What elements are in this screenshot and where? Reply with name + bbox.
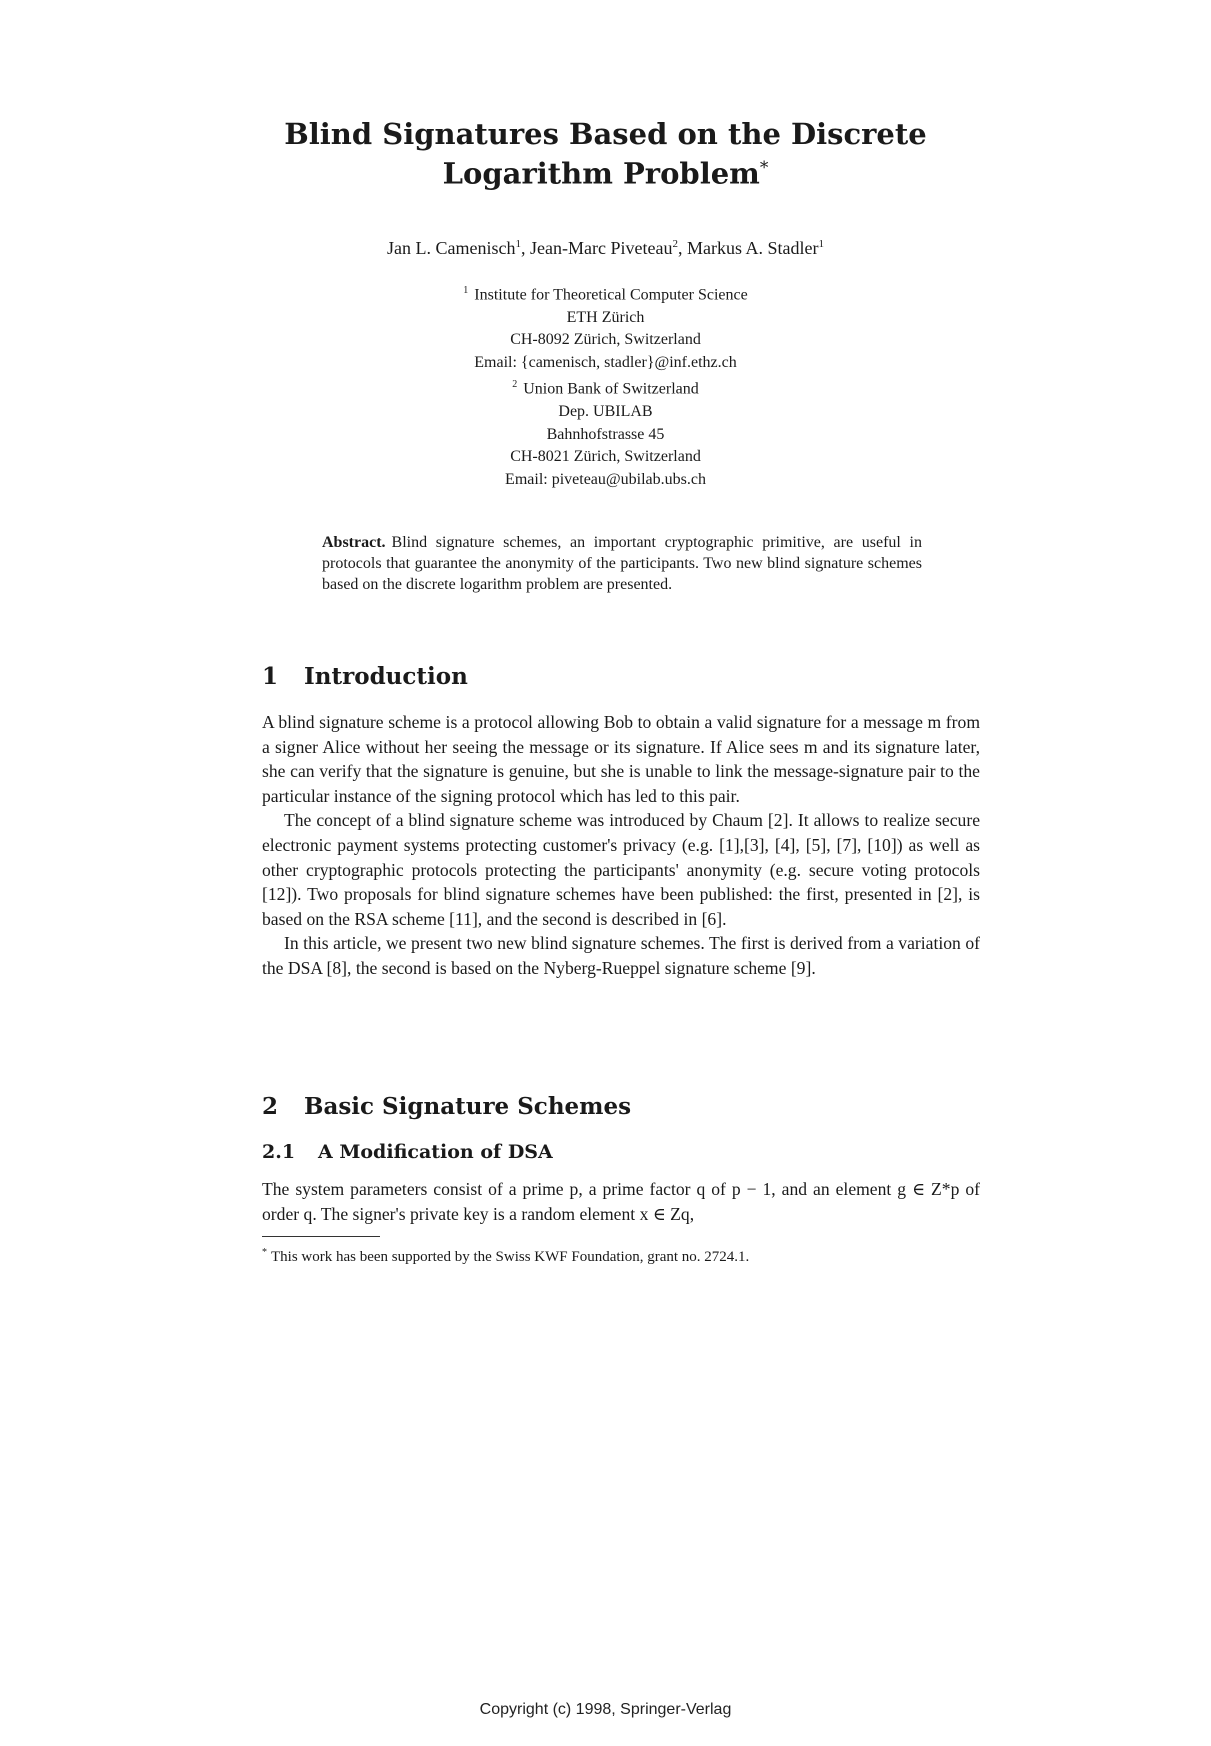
footnote-rule: [262, 1236, 380, 1237]
title-line-1: Blind Signatures Based on the Discrete: [284, 117, 927, 151]
author-name: Jean-Marc Piveteau: [530, 238, 673, 258]
affiliation-email: Email: {camenisch, stadler}@inf.ethz.ch: [474, 353, 737, 371]
section-heading-introduction: [262, 663, 468, 691]
author-affiliation-mark: 1: [515, 238, 522, 250]
subsection-title: A Modification of DSA: [318, 1141, 553, 1163]
paragraph: A blind signature scheme is a protocol allowing Bob to obtain a valid signature for a message m from a signer Alice without her seeing the message or its signature. If Alice sees m and its signature later, she can verify that the signature is genuine, but she is unable to link the message-signature pair to the particular instance of the signing protocol which has led to this pair.: [262, 712, 980, 806]
dsa-body: [262, 1177, 980, 1226]
title-footnote-mark: *: [759, 158, 769, 178]
affiliation-line: CH-8092 Zürich, Switzerland: [510, 331, 701, 349]
section-heading-basic-signature-schemes: [262, 1093, 631, 1121]
affiliation-number: 1: [463, 285, 469, 296]
abstract-label: Abstract.: [322, 534, 386, 551]
footnote-mark: *: [262, 1247, 267, 1258]
subsection-number: 2.1: [262, 1141, 296, 1163]
abstract: [322, 532, 922, 595]
author-affiliation-mark: 1: [818, 238, 824, 250]
section-number: 1: [262, 663, 279, 690]
section-number: 2: [262, 1093, 279, 1120]
title-line-2: Logarithm Problem*: [442, 156, 769, 191]
affiliation-line: CH-8021 Zürich, Switzerland: [510, 448, 701, 466]
affiliation-line: $^1$ Institute for Theoretical Computer Science: [463, 285, 748, 304]
affiliations: [0, 280, 1211, 491]
affiliation-line: Dep. UBILAB: [558, 403, 653, 421]
paragraph: The concept of a blind signature scheme was introduced by Chaum [2]. It allows to realize secure electronic payment systems protecting customer's privacy (e.g. [1],[3], [4], [5], [7], [10]) as well as other cryptographic protocols protecting the participants' anonymity (e.g. secure voting protocols [12]). Two proposals for blind signature schemes have been published: the first, presented in [2], is based on the RSA scheme [11], and the second is described in [6].: [262, 810, 980, 929]
abstract-text: Blind signature schemes, an important cryptographic primitive, are useful in protocols that guarantee the anonymity of the participants. Two new blind signature schemes based on the discrete logarithm problem are presented.: [322, 534, 922, 593]
paper-title: [0, 117, 1211, 191]
author-name: Markus A. Stadler: [686, 238, 819, 258]
footnote-text: This work has been supported by the Swiss KWF Foundation, grant no. 2724.1.: [271, 1249, 750, 1265]
affiliation-line: ETH Zürich: [566, 308, 645, 326]
section-title: Basic Signature Schemes: [304, 1093, 632, 1120]
introduction-body: [262, 710, 980, 981]
paragraph: The system parameters consist of a prime p, a prime factor q of p − 1, and an element g ∈ Z*p of order q. The signer's private key is a random element x ∈ Zq,: [262, 1179, 980, 1224]
affiliation-email: Email: piveteau@ubilab.ubs.ch: [505, 470, 706, 488]
author-affiliation-mark: 2: [672, 238, 678, 250]
author-name: Jan L. Camenisch: [387, 238, 516, 258]
footnote: [262, 1243, 982, 1267]
copyright-notice: Copyright (c) 1998, Springer-Verlag: [479, 1701, 732, 1718]
section-title: Introduction: [304, 663, 468, 690]
paragraph: In this article, we present two new blind signature schemes. The first is derived from a variation of the DSA [8], the second is based on the Nyberg-Rueppel signature scheme [9].: [262, 933, 980, 978]
affiliation-line: $^2$ Union Bank of Switzerland: [512, 379, 699, 398]
author-list: Jan L. Camenisch$^1$, Jean-Marc Piveteau$^2$, Markus A. Stadler$^1$: [387, 238, 824, 258]
affiliation-line: Bahnhofstrasse 45: [546, 425, 665, 443]
affiliation-number: 2: [512, 379, 518, 391]
subsection-heading-dsa: [262, 1140, 553, 1164]
